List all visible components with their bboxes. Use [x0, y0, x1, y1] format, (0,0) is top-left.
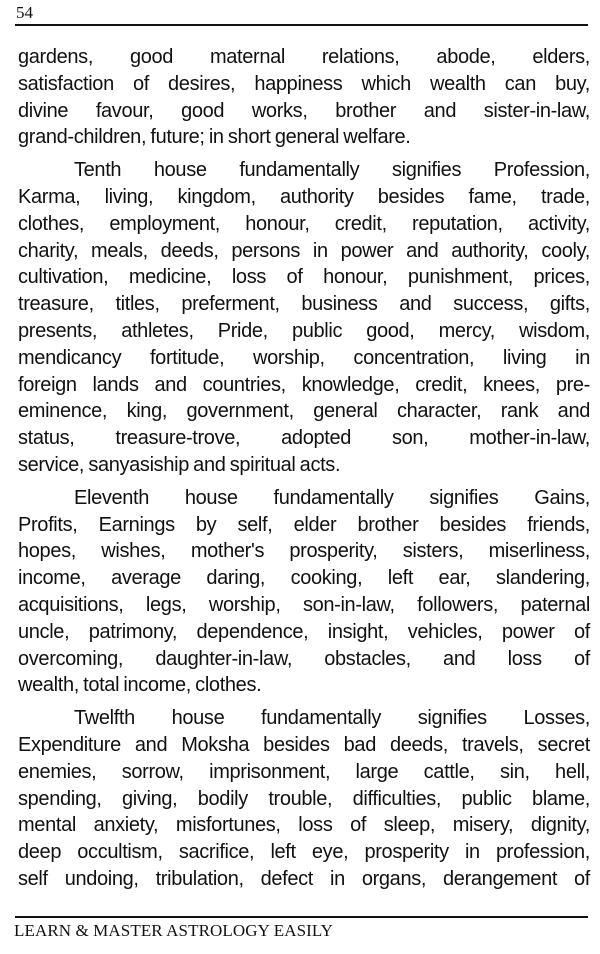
text-line: divine favour, good works, brother and sister-in-law, [18, 99, 590, 122]
paragraph [18, 157, 590, 479]
text-line: acquisitions, legs, worship, son-in-law, followers, paternal [18, 593, 590, 616]
text-line: mental anxiety, misfortunes, loss of sleep, misery, dignity, [18, 814, 590, 837]
text-line: enemies, sorrow, imprisonment, large cattle, sin, hell, [18, 760, 590, 783]
paragraph [18, 705, 590, 893]
text-line: wealth, total income, clothes. [18, 674, 262, 697]
text-line: foreign lands and countries, knowledge, credit, knees, pre- [18, 373, 590, 396]
text-line: clothes, employment, honour, credit, reputation, activity, [18, 212, 590, 235]
text-line: treasure, titles, preferment, business and success, gifts, [18, 293, 590, 316]
text-line: grand-children, future; in short general welfare. [18, 126, 411, 149]
text-line: Eleventh house fundamentally signifies Gains, [74, 486, 590, 509]
text-line: Profits, Earnings by self, elder brother besides friends, [18, 513, 590, 536]
text-line: uncle, patrimony, dependence, insight, vehicles, power of [18, 620, 590, 643]
page-number: 54 [16, 3, 33, 22]
text-line: service, sanyasiship and spiritual acts. [18, 453, 341, 476]
text-line: Karma, living, kingdom, authority besides fame, trade, [18, 185, 590, 208]
footer-rule [15, 916, 588, 918]
text-line: charity, meals, deeds, persons in power and authority, cooly, [18, 239, 590, 262]
header-rule [15, 24, 588, 26]
text-line: presents, athletes, Pride, public good, mercy, wisdom, [18, 319, 590, 342]
text-line: Expenditure and Moksha besides bad deeds, travels, secret [18, 733, 590, 756]
text-line: mendicancy fortitude, worship, concentration, living in [18, 346, 590, 369]
text-line: status, treasure-trove, adopted son, mother-in-law, [18, 427, 590, 450]
paragraph [18, 485, 590, 699]
text-line: cultivation, medicine, loss of honour, punishment, prices, [18, 266, 590, 289]
running-footer-title: LEARN & MASTER ASTROLOGY EASILY [14, 921, 334, 940]
text-line: gardens, good maternal relations, abode, elders, [18, 46, 590, 68]
text-line: self undoing, tribulation, defect in organs, derangement of [18, 867, 590, 890]
text-line: hopes, wishes, mother's prosperity, sisters, miserliness, [18, 540, 590, 563]
text-line: deep occultism, sacrifice, left eye, prosperity in profession, [18, 841, 590, 864]
text-line: income, average daring, cooking, left ear, slandering, [18, 567, 590, 590]
paragraph [18, 44, 590, 151]
text-line: spending, giving, bodily trouble, difficulties, public blame, [18, 787, 590, 810]
text-line: Twelfth house fundamentally signifies Losses, [74, 707, 590, 730]
text-line: Tenth house fundamentally signifies Profession, [74, 159, 590, 182]
text-line: overcoming, daughter-in-law, obstacles, and loss of [18, 647, 590, 670]
text-line: satisfaction of desires, happiness which wealth can buy, [18, 72, 590, 95]
text-line: eminence, king, government, general character, rank and [18, 400, 590, 423]
page-body [18, 44, 590, 899]
